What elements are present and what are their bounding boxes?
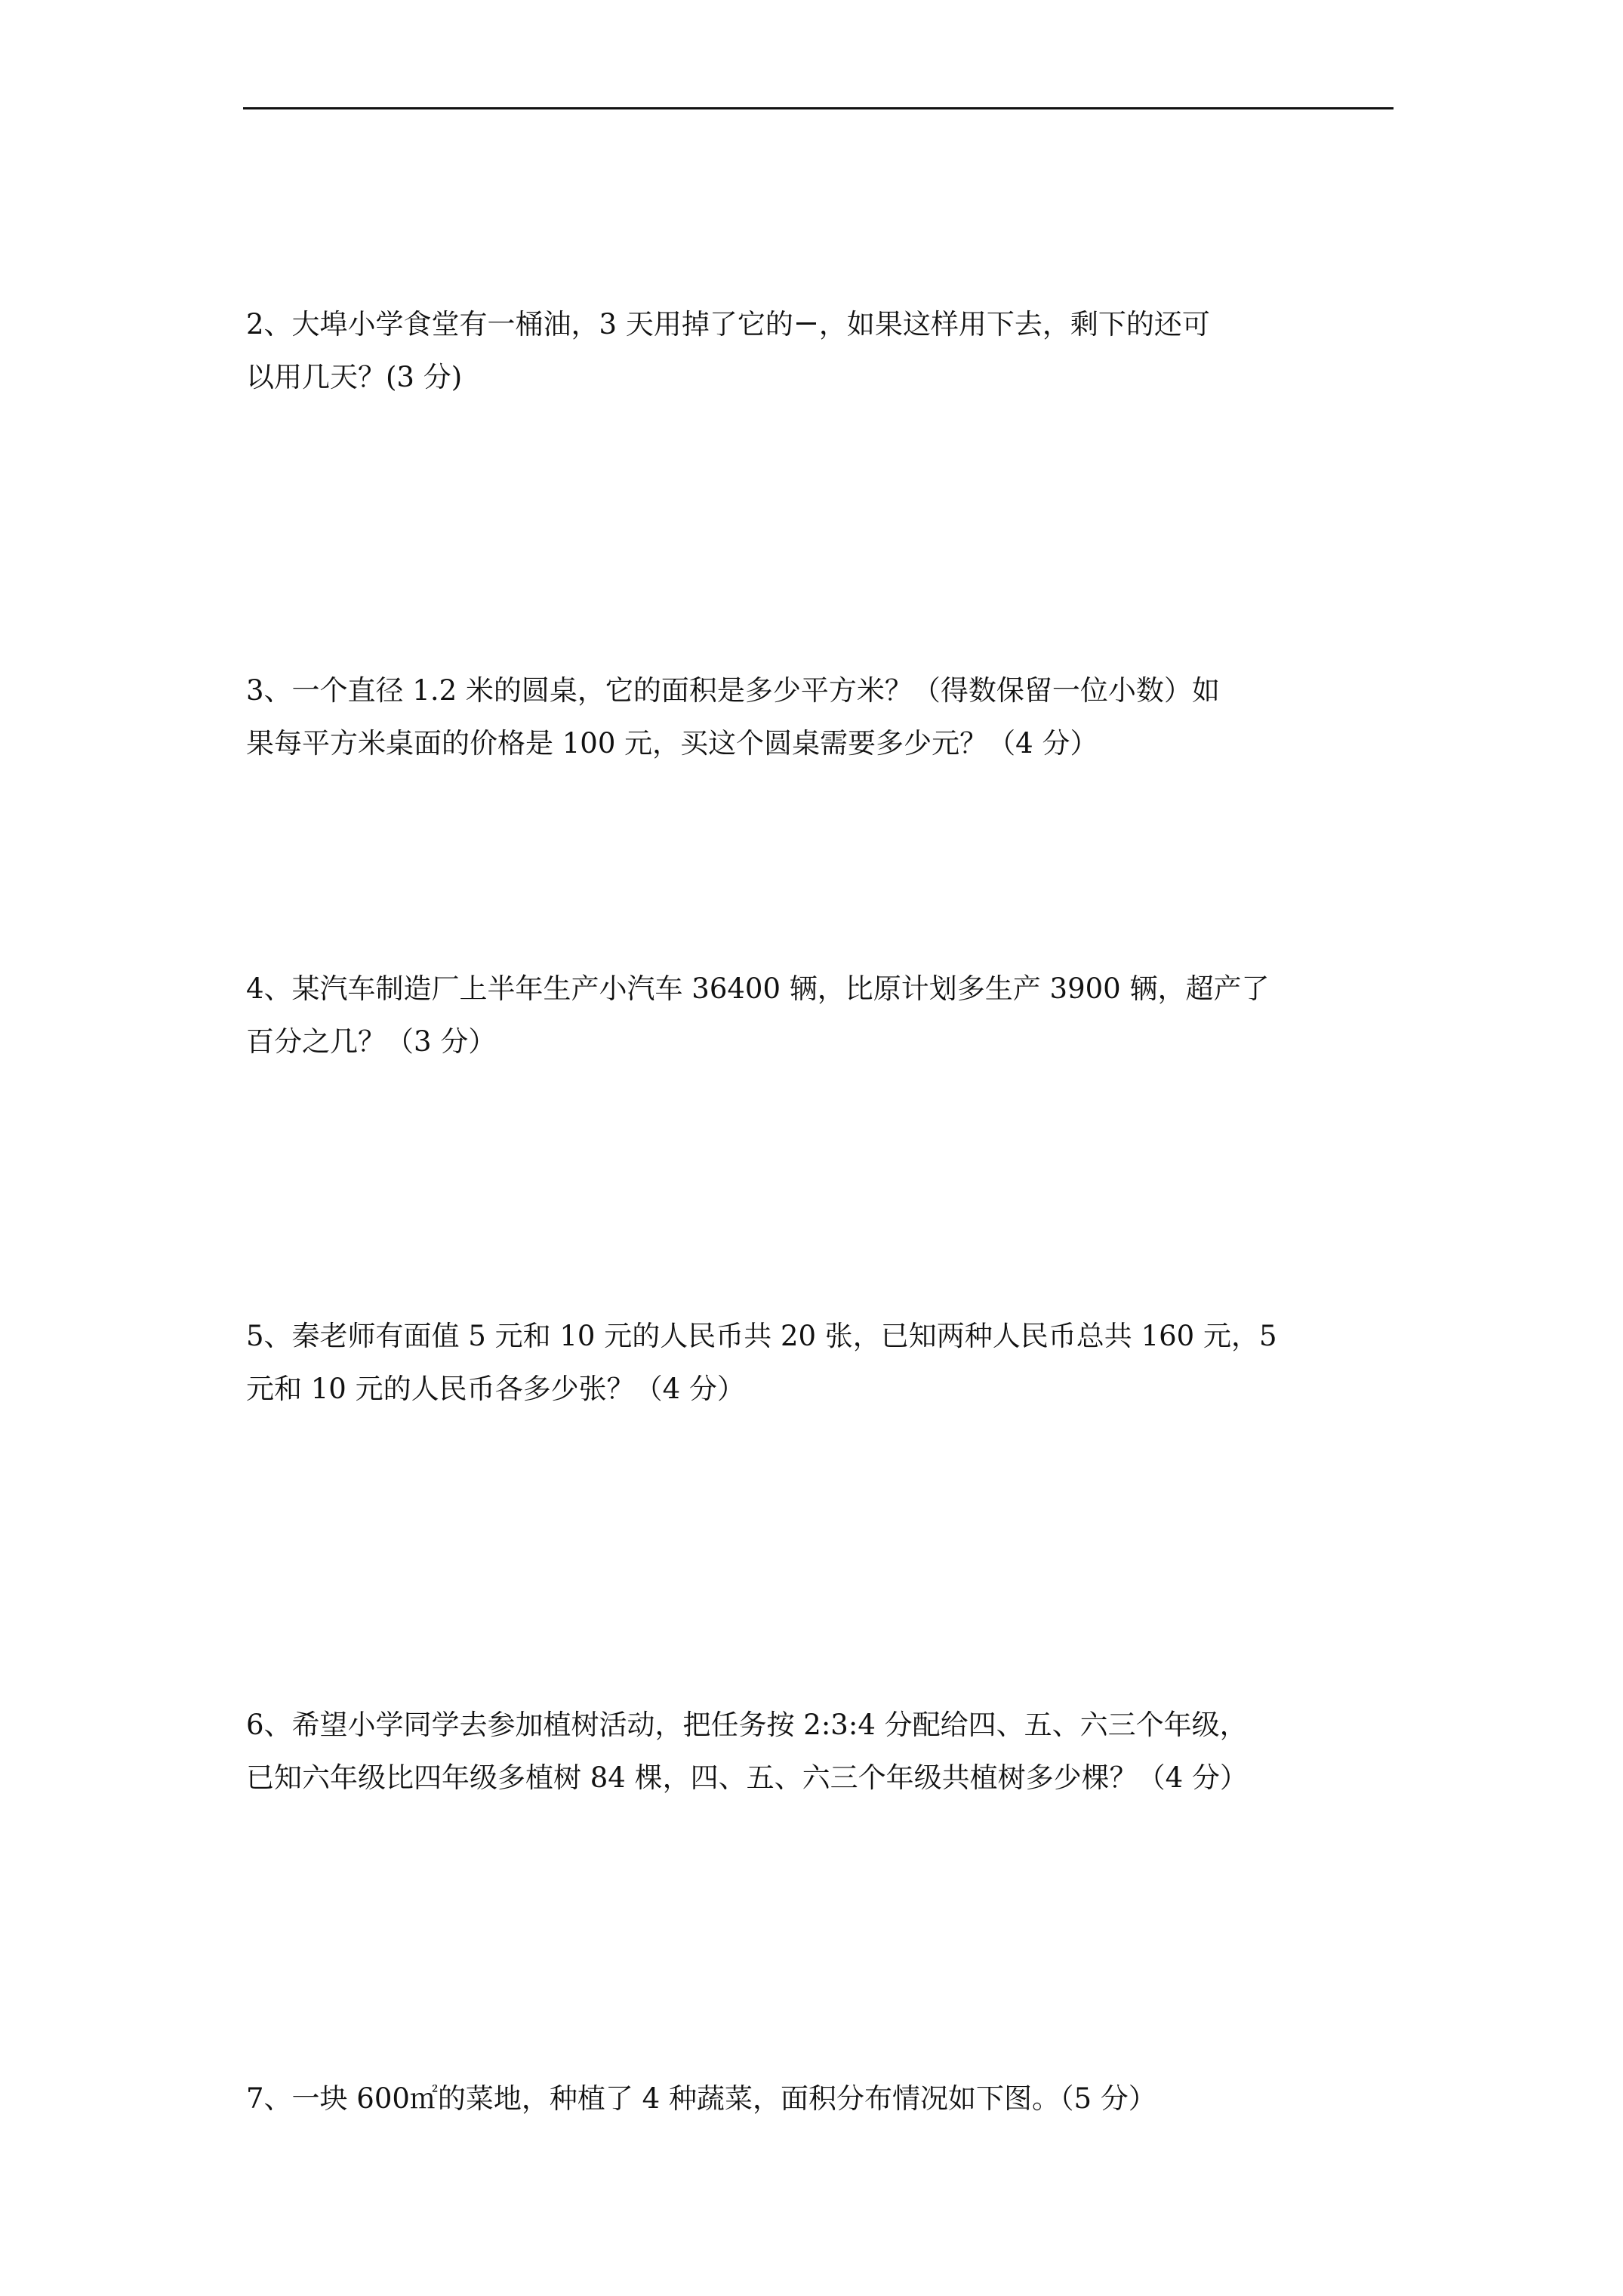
header-rule	[243, 107, 1394, 109]
question-2-line-2: 以用几天？(3 分)	[246, 361, 463, 393]
question-3	[246, 664, 1394, 770]
question-5-line-1: 5、秦老师有面值 5 元和 10 元的人民币共 20 张，已知两种人民币总共 160 元，5	[246, 1320, 1277, 1352]
question-3-line-1: 3、一个直径 1.2 米的圆桌，它的面积是多少平方米？（得数保留一位小数）如	[246, 674, 1220, 707]
question-4-line-1: 4、某汽车制造厂上半年生产小汽车 36400 辆，比原计划多生产 3900 辆，超产了	[246, 972, 1270, 1005]
question-6-line-1: 6、希望小学同学去参加植树活动，把任务按 2:3:4 分配给四、五、六三个年级，	[246, 1709, 1248, 1741]
question-4-line-2: 百分之几？（3 分）	[246, 1025, 497, 1058]
question-5	[246, 1310, 1394, 1416]
question-6	[246, 1699, 1394, 1804]
question-4	[246, 963, 1394, 1068]
question-2	[246, 298, 1394, 404]
fraction-blank	[796, 322, 816, 325]
question-3-line-2: 果每平方米桌面的价格是 100 元，买这个圆桌需要多少元？（4 分）	[246, 727, 1098, 760]
question-7	[246, 2073, 1394, 2125]
question-5-line-2: 元和 10 元的人民币各多少张？（4 分）	[246, 1373, 745, 1405]
question-6-line-2: 已知六年级比四年级多植树 84 棵，四、五、六三个年级共植树多少棵？（4 分）	[246, 1761, 1248, 1794]
question-2-line-1: 2、大埠小学食堂有一桶油，3 天用掉了它的 ，如果这样用下去，剩下的还可	[246, 308, 1210, 341]
question-7-line-1: 7、一块 600㎡的菜地，种植了 4 种蔬菜，面积分布情况如下图。（5 分）	[246, 2082, 1156, 2115]
